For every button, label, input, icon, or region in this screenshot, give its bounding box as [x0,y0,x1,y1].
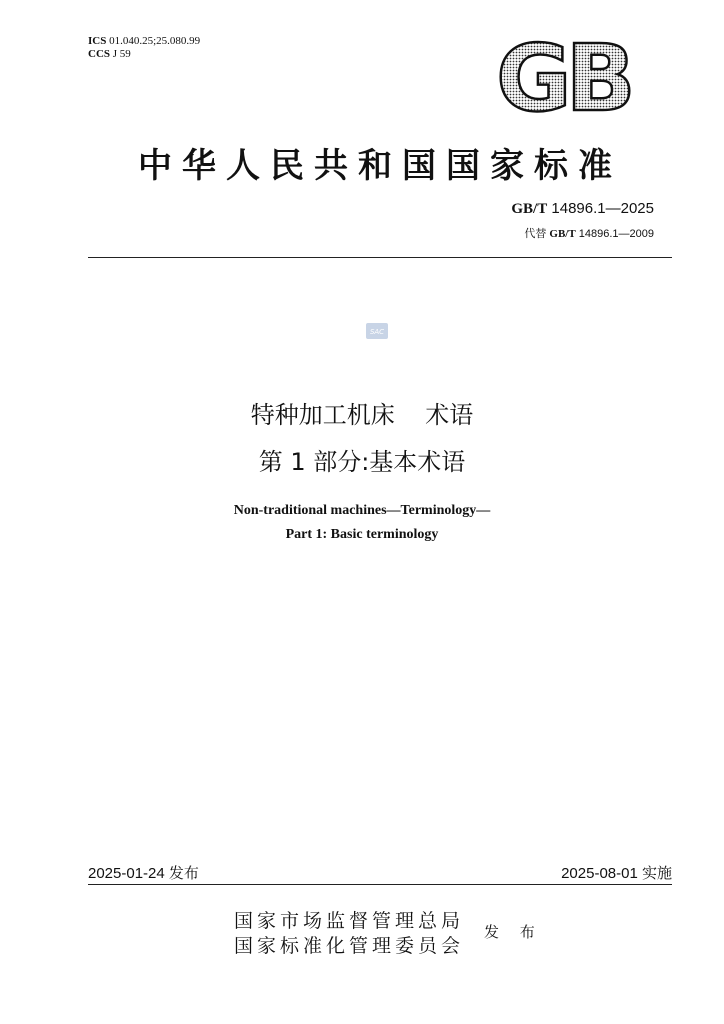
english-title-line2: Part 1: Basic terminology [285,527,439,542]
implementation-date [561,862,672,883]
publisher-line1: 国家市场监督管理总局 [234,910,465,932]
chinese-title-line1: 特种加工机床 术语 [250,401,474,429]
standard-code: 14896.1—2025 [551,200,654,217]
ccs-value: J 59 [112,48,131,60]
chinese-title-line2: 第 1 部分:基本术语 [258,448,466,476]
replaces-code: 14896.1—2009 [578,228,654,240]
replaces-label: 代替 [524,228,547,240]
gb-logo-text: GB [496,36,630,118]
replaces-line [524,225,654,241]
issue-date-value: 2025-01-24 [88,865,165,882]
publisher-line2: 国家标准化管理委员会 [234,935,465,957]
classification-codes [88,35,200,61]
ics-line [88,35,200,48]
standard-prefix: GB/T [511,201,548,217]
sac-watermark-icon [366,323,388,339]
national-standard-title: 中华人民共和国国家标准 [138,146,622,186]
ics-label: ICS [88,35,107,47]
impl-date-value: 2025-08-01 [561,865,638,882]
gb-logo-icon [488,36,638,118]
bottom-divider [88,884,672,885]
standard-number [511,200,654,218]
impl-date-label: 实施 [641,864,672,882]
replaces-prefix: GB/T [549,228,576,240]
issue-date-label: 发布 [168,864,199,882]
publish-label: 发 布 [484,923,543,941]
top-divider [88,257,672,258]
issue-date [88,862,199,883]
watermark-text: SAC [369,328,385,336]
ics-value: 01.040.25;25.080.99 [109,35,201,47]
ccs-line [88,48,200,61]
english-title-line1: Non-traditional machines—Terminology— [233,503,491,518]
ccs-label: CCS [88,48,111,60]
